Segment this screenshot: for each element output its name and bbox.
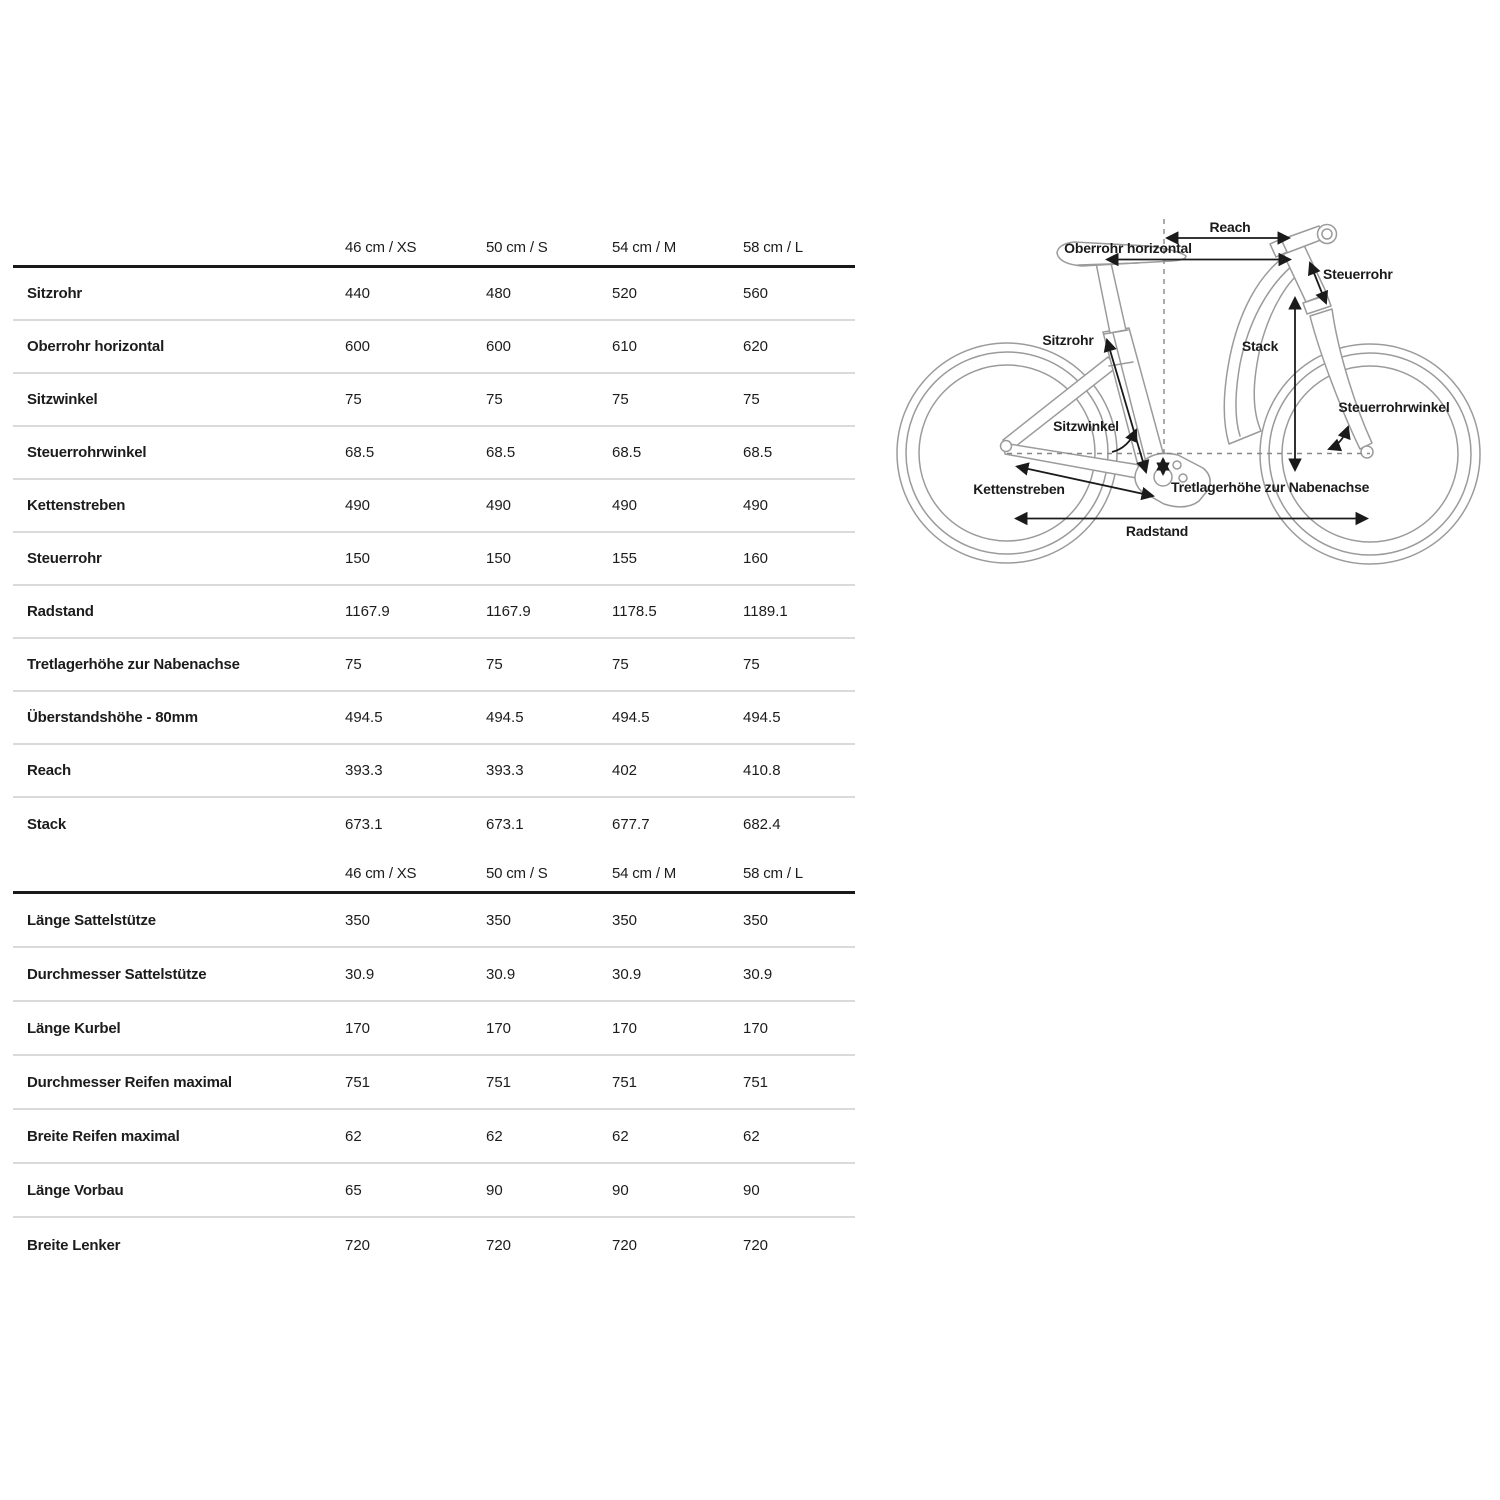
- cell: 1167.9: [486, 603, 531, 620]
- cell: 68.5: [486, 444, 516, 461]
- cell: 440: [345, 285, 371, 302]
- cell: 62: [345, 1127, 362, 1145]
- row-label: Kettenstreben: [27, 497, 126, 514]
- cell: 170: [345, 1019, 371, 1037]
- cell: 170: [612, 1019, 638, 1037]
- cell: 610: [612, 338, 638, 355]
- front-dropout: [1361, 446, 1373, 458]
- row-label: Länge Vorbau: [27, 1181, 124, 1199]
- size-header: 46 cm / XS: [345, 865, 417, 882]
- cell: 68.5: [345, 444, 375, 461]
- cell: 600: [486, 338, 512, 355]
- tretlagerhoehe-label: Tretlagerhöhe zur Nabenachse: [1171, 479, 1370, 495]
- cell: 600: [345, 338, 371, 355]
- kettenstreben-label: Kettenstreben: [973, 481, 1065, 497]
- size-header: 50 cm / S: [486, 865, 548, 882]
- cell: 494.5: [486, 709, 524, 726]
- size-header: 58 cm / L: [743, 865, 803, 882]
- cell: 160: [743, 550, 769, 567]
- rear-dropout: [1001, 441, 1012, 452]
- reach-label: Reach: [1209, 219, 1251, 235]
- row-label: Reach: [27, 762, 72, 779]
- cell: 62: [743, 1127, 760, 1145]
- cell: 490: [743, 497, 769, 514]
- cell: 720: [345, 1236, 371, 1254]
- row-label: Breite Reifen maximal: [27, 1127, 180, 1145]
- diagram-labels: [973, 219, 1449, 539]
- cell: 75: [345, 656, 362, 673]
- cell: 90: [743, 1181, 760, 1199]
- cell: 62: [612, 1127, 629, 1145]
- size-header: 50 cm / S: [486, 239, 548, 256]
- row-label: Oberrohr horizontal: [27, 338, 165, 355]
- cell: 402: [612, 762, 638, 779]
- cell: 520: [612, 285, 638, 302]
- cell: 393.3: [345, 762, 383, 779]
- cell: 480: [486, 285, 512, 302]
- cell: 90: [612, 1181, 629, 1199]
- row-label: Sitzrohr: [27, 285, 83, 302]
- oberrohr-label: Oberrohr horizontal: [1064, 240, 1192, 256]
- radstand-label: Radstand: [1125, 523, 1189, 539]
- cell: 75: [743, 656, 760, 673]
- size-header: 54 cm / M: [612, 239, 677, 256]
- row-label: Breite Lenker: [27, 1236, 121, 1254]
- cell: 30.9: [345, 965, 375, 983]
- cell: 490: [612, 497, 638, 514]
- cell: 393.3: [486, 762, 524, 779]
- cell: 1189.1: [743, 603, 788, 620]
- cell: 30.9: [486, 965, 516, 983]
- row-label: Steuerrohrwinkel: [27, 444, 147, 461]
- cell: 90: [486, 1181, 503, 1199]
- cell: 560: [743, 285, 769, 302]
- cell: 75: [486, 391, 503, 408]
- size-header: 54 cm / M: [612, 865, 677, 882]
- cell: 68.5: [743, 444, 773, 461]
- row-label: Durchmesser Reifen maximal: [27, 1073, 232, 1091]
- sitzwinkel-label: Sitzwinkel: [1053, 418, 1119, 434]
- cell: 65: [345, 1181, 362, 1199]
- size-header: 58 cm / L: [743, 239, 803, 256]
- cell: 75: [612, 391, 629, 408]
- cell: 494.5: [743, 709, 781, 726]
- cell: 682.4: [743, 816, 781, 833]
- row-label: Radstand: [27, 603, 94, 620]
- cell: 350: [486, 911, 512, 929]
- cell: 751: [345, 1073, 371, 1091]
- cell: 494.5: [345, 709, 383, 726]
- row-label: Überstandshöhe - 80mm: [27, 709, 198, 726]
- cell: 410.8: [743, 762, 781, 779]
- row-label: Tretlagerhöhe zur Nabenachse: [27, 656, 240, 673]
- cell: 155: [612, 550, 638, 567]
- cell: 677.7: [612, 816, 650, 833]
- cell: 720: [486, 1236, 512, 1254]
- cell: 720: [612, 1236, 638, 1254]
- cell: 30.9: [743, 965, 773, 983]
- steuerrohrwinkel-label: Steuerrohrwinkel: [1338, 399, 1450, 415]
- cell: 494.5: [612, 709, 650, 726]
- cell: 751: [743, 1073, 769, 1091]
- cell: 170: [486, 1019, 512, 1037]
- cell: 1178.5: [612, 603, 657, 620]
- cell: 150: [486, 550, 512, 567]
- cell: 490: [345, 497, 371, 514]
- sitzrohr-label: Sitzrohr: [1042, 332, 1094, 348]
- cell: 720: [743, 1236, 769, 1254]
- cell: 1167.9: [345, 603, 390, 620]
- row-label: Länge Kurbel: [27, 1019, 121, 1037]
- cell: 75: [345, 391, 362, 408]
- cell: 751: [612, 1073, 638, 1091]
- row-label: Länge Sattelstütze: [27, 911, 156, 929]
- cell: 75: [743, 391, 760, 408]
- stack-label: Stack: [1241, 338, 1279, 354]
- row-label: Sitzwinkel: [27, 391, 98, 408]
- cell: 350: [612, 911, 638, 929]
- fork-blade: [1310, 309, 1372, 449]
- cell: 68.5: [612, 444, 642, 461]
- cell: 673.1: [345, 816, 383, 833]
- seat-post: [1096, 263, 1126, 333]
- row-label: Stack: [27, 816, 67, 833]
- seat-stay: [1003, 357, 1117, 450]
- cell: 75: [612, 656, 629, 673]
- cell: 620: [743, 338, 769, 355]
- cell: 150: [345, 550, 371, 567]
- row-label: Durchmesser Sattelstütze: [27, 965, 207, 983]
- cell: 62: [486, 1127, 503, 1145]
- cell: 350: [743, 911, 769, 929]
- cell: 75: [486, 656, 503, 673]
- steuerrohrwinkel-arc-arrow: [1329, 427, 1348, 449]
- cell: 673.1: [486, 816, 524, 833]
- cell: 350: [345, 911, 371, 929]
- cell: 170: [743, 1019, 769, 1037]
- size-header: 46 cm / XS: [345, 239, 417, 256]
- cell: 30.9: [612, 965, 642, 983]
- steuerrohr-label: Steuerrohr: [1323, 266, 1393, 282]
- cell: 751: [486, 1073, 512, 1091]
- row-label: Steuerrohr: [27, 550, 102, 567]
- cell: 490: [486, 497, 512, 514]
